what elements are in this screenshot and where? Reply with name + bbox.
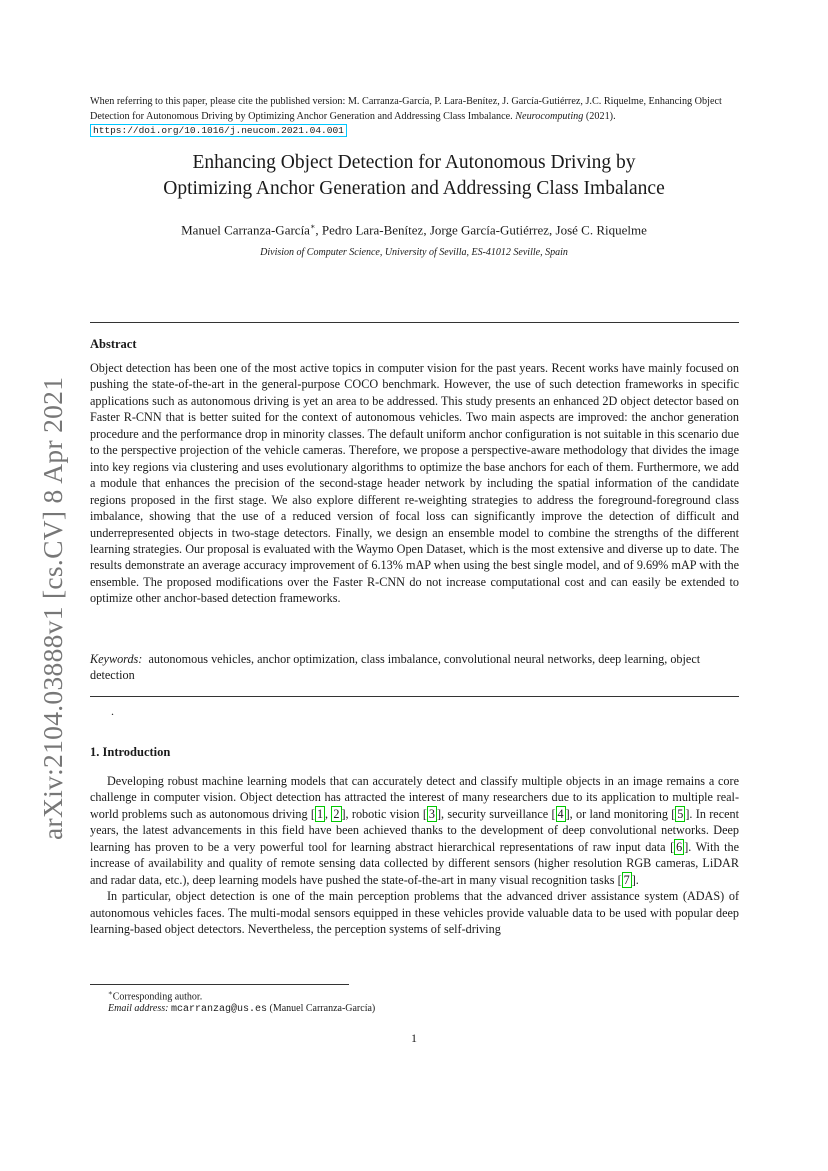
citation-notice [90, 95, 750, 139]
footnote-email [108, 1003, 375, 1015]
arxiv-stamp: arXiv:2104.03888v1 [cs.CV] 8 Apr 2021 [37, 376, 68, 840]
citation-journal: Neurocomputing [515, 110, 584, 122]
footnote-mark: ∗ [108, 989, 113, 997]
footnote-corresponding [108, 989, 202, 1002]
keywords [90, 651, 739, 684]
email-name: (Manuel Carranza-García) [269, 1003, 376, 1014]
intro-paragraph-1: Developing robust machine learning models that can accurately detect and classify multiple objects in an image remains a core challenge in computer vision. Object detection has attracted the interest of many researchers due to its application to multiple real-world problems such as autonomous driving [ 1 , 2 ], robotic vision [ 3 ], security surveillance [ 4 ], or land monitoring [ 5 ]. In recent years, the latest advancements in this field have been achieved thanks to the development of deep convolutional networks. Deep learning has proven to be a very powerful tool for learning abstract hierarchical representations of raw input data [ 6 ]. With the increase of availability and quality of remote sensing data collected by different sensors (higher resolution RGB cameras, LiDAR and radar data, etc.), deep learning models have pushed the state-of-the-art in many visual recognition tasks [ 7 ]. [90, 774, 740, 887]
author-list [90, 222, 738, 238]
affiliation: Division of Computer Science, University of Sevilla, ES-41012 Seville, Spain [260, 247, 568, 258]
footnote-divider [90, 984, 349, 985]
citation-year: (2021). [585, 110, 616, 122]
email-label: Email address: [108, 1003, 169, 1014]
title-line-2: Optimizing Anchor Generation and Addressing Class Imbalance [163, 178, 665, 199]
title-line-1: Enhancing Object Detection for Autonomous Driving by [192, 152, 636, 173]
citation-ref-1[interactable]: 1 [316, 806, 324, 821]
page-number: 1 [411, 1031, 417, 1045]
intro-paragraph-2: In particular, object detection is one of the main perception problems that the advanced driver assistance system (ADAS) of autonomous vehicles faces. The multi-modal sensors equipped in these vehicles provide valuable data to be used with popular deep learning-based object detectors. Nevertheless, the perception systems of self-driving [90, 889, 739, 937]
keywords-text: autonomous vehicles, anchor optimization, class imbalance, convolutional neural networks, deep learning, object detection [90, 652, 701, 683]
intro-heading: 1. Introduction [90, 745, 171, 759]
first-author: Manuel Carranza-García [181, 222, 310, 238]
email-address[interactable]: mcarranzag@us.es [170, 1004, 267, 1015]
bottom-divider [90, 696, 739, 697]
paper-title [90, 150, 738, 202]
top-divider [90, 322, 739, 323]
intro-body [90, 773, 739, 938]
separator-dot: . [111, 704, 114, 718]
corresponding-mark[interactable]: ∗ [309, 222, 316, 231]
citation-ref-3[interactable]: 3 [428, 806, 435, 821]
citation-ref-6[interactable]: 6 [676, 839, 683, 854]
footnote-corresponding-text: Corresponding author. [112, 991, 203, 1003]
keywords-label: Keywords: [90, 652, 143, 666]
abstract-body: Object detection has been one of the most active topics in computer vision for the past years. Recent works have mainly focused on pushing the state-of-the-art in the general-purpose COCO benchmark. However, the use of such detection frameworks in specific applications such as autonomous driving is yet an area to be addressed. This study presents an enhanced 2D object detector based on Faster R-CNN that is better suited for the context of autonomous vehicles. Two main aspects are improved: the anchor generation procedure and the performance drop in minority classes. The default uniform anchor configuration is not suitable in this scenario due to the perspective projection of the vehicle cameras. Therefore, we propose a perspective-aware methodology that divides the image into key regions via clustering and uses evolutionary algorithms to optimize the base anchors for each of them. Furthermore, we add a module that enhances the precision of the second-stage header network by including the spatial information of the candidate regions proposed in the first stage. We also explore different re-weighting strategies to address the foreground-foreground class imbalance, showing that the use of a reduced version of focal loss can significantly improve the detection of difficult and underrepresented objects in two-stage detectors. Finally, we design an ensemble model to combine the strengths of the different learning strategies. Our proposal is evaluated with the Waymo Open Dataset, which is the most extensive and diverse up to date. The results demonstrate an average accuracy improvement of 6.13% mAP when using the best single model, and of 9.69% mAP with the ensemble. The proposed modifications over the Faster R-CNN do not increase computational cost and can easily be extended to optimize other anchor-based detection frameworks. [90, 361, 739, 606]
citation-ref-5[interactable]: 5 [677, 806, 684, 821]
abstract-heading: Abstract [90, 337, 137, 351]
citation-text: When referring to this paper, please cite the published version: M. Carranza-García, P. Lara-Benítez, J. García-Gutiérrez, J.C. Riquelme, Enhancing Object Detection for Autonomous Driving by Optimizing Anchor Generation and Addressing Class Imbalance. [90, 96, 722, 122]
citation-ref-4[interactable]: 4 [557, 806, 564, 821]
other-authors: , Pedro Lara-Benítez, Jorge García-Gutiérrez, José C. Riquelme [315, 222, 647, 238]
citation-ref-7[interactable]: 7 [623, 872, 630, 887]
citation-ref-2[interactable]: 2 [333, 806, 340, 821]
doi-link[interactable]: https://doi.org/10.1016/j.neucom.2021.04.001 [90, 124, 347, 137]
